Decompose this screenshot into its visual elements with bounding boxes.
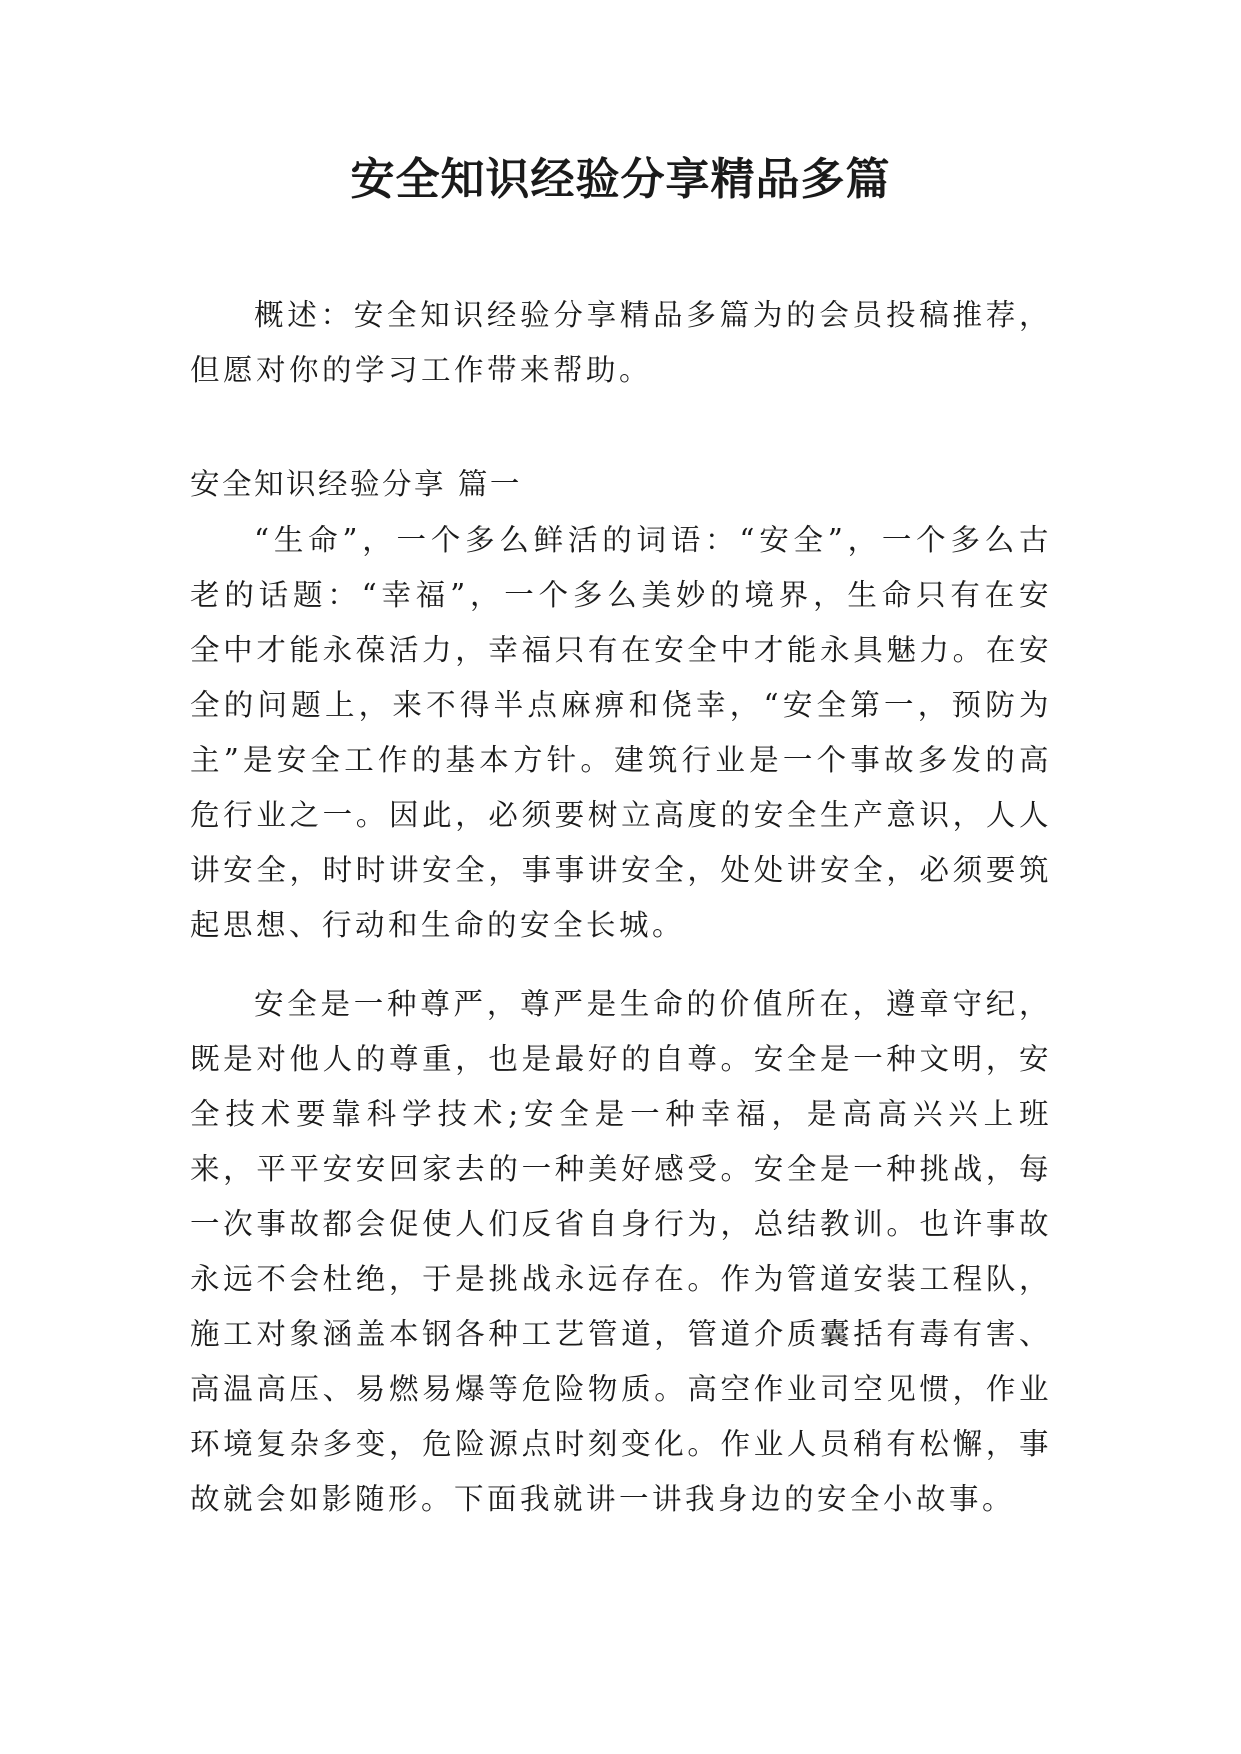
document-title: 安全知识经验分享精品多篇	[350, 154, 891, 205]
section-heading: 安全知识经验分享 篇一	[190, 467, 522, 501]
summary-paragraph: 概述：安全知识经验分享精品多篇为的会员投稿推荐，但愿对你的学习工作带来帮助。	[190, 298, 1052, 387]
body-paragraph-2: 安全是一种尊严，尊严是生命的价值所在，遵章守纪，既是对他人的尊重，也是最好的自尊。安全是一种文明，安全技术要靠科学技术;安全是一种幸福，是高高兴兴上班来，平平安安回家去的一种美好感受。安全是一种挑战，每一次事故都会促使人们反省自身行为，总结教训。也许事故永远不会杜绝，于是挑战永远存在。作为管道安装工程队，施工对象涵盖本钢各种工艺管道，管道介质囊括有毒有害、高温高压、易燃易爆等危险物质。高空作业司空见惯，作业环境复杂多变，危险源点时刻变化。作业人员稍有松懈，事故就会如影随形。下面我就讲一讲我身边的安全小故事。	[190, 987, 1052, 1516]
body-paragraph-1: “生命”，一个多么鲜活的词语：“安全”，一个多么古老的话题：“幸福”，一个多么美妙的境界，生命只有在安全中才能永葆活力，幸福只有在安全中才能永具魅力。在安全的问题上，来不得半点麻痹和侥幸，“安全第一，预防为主”是安全工作的基本方针。建筑行业是一个事故多发的高危行业之一。因此，必须要树立高度的安全生产意识，人人讲安全，时时讲安全，事事讲安全，处处讲安全，必须要筑起思想、行动和生命的安全长城。	[190, 523, 1052, 942]
